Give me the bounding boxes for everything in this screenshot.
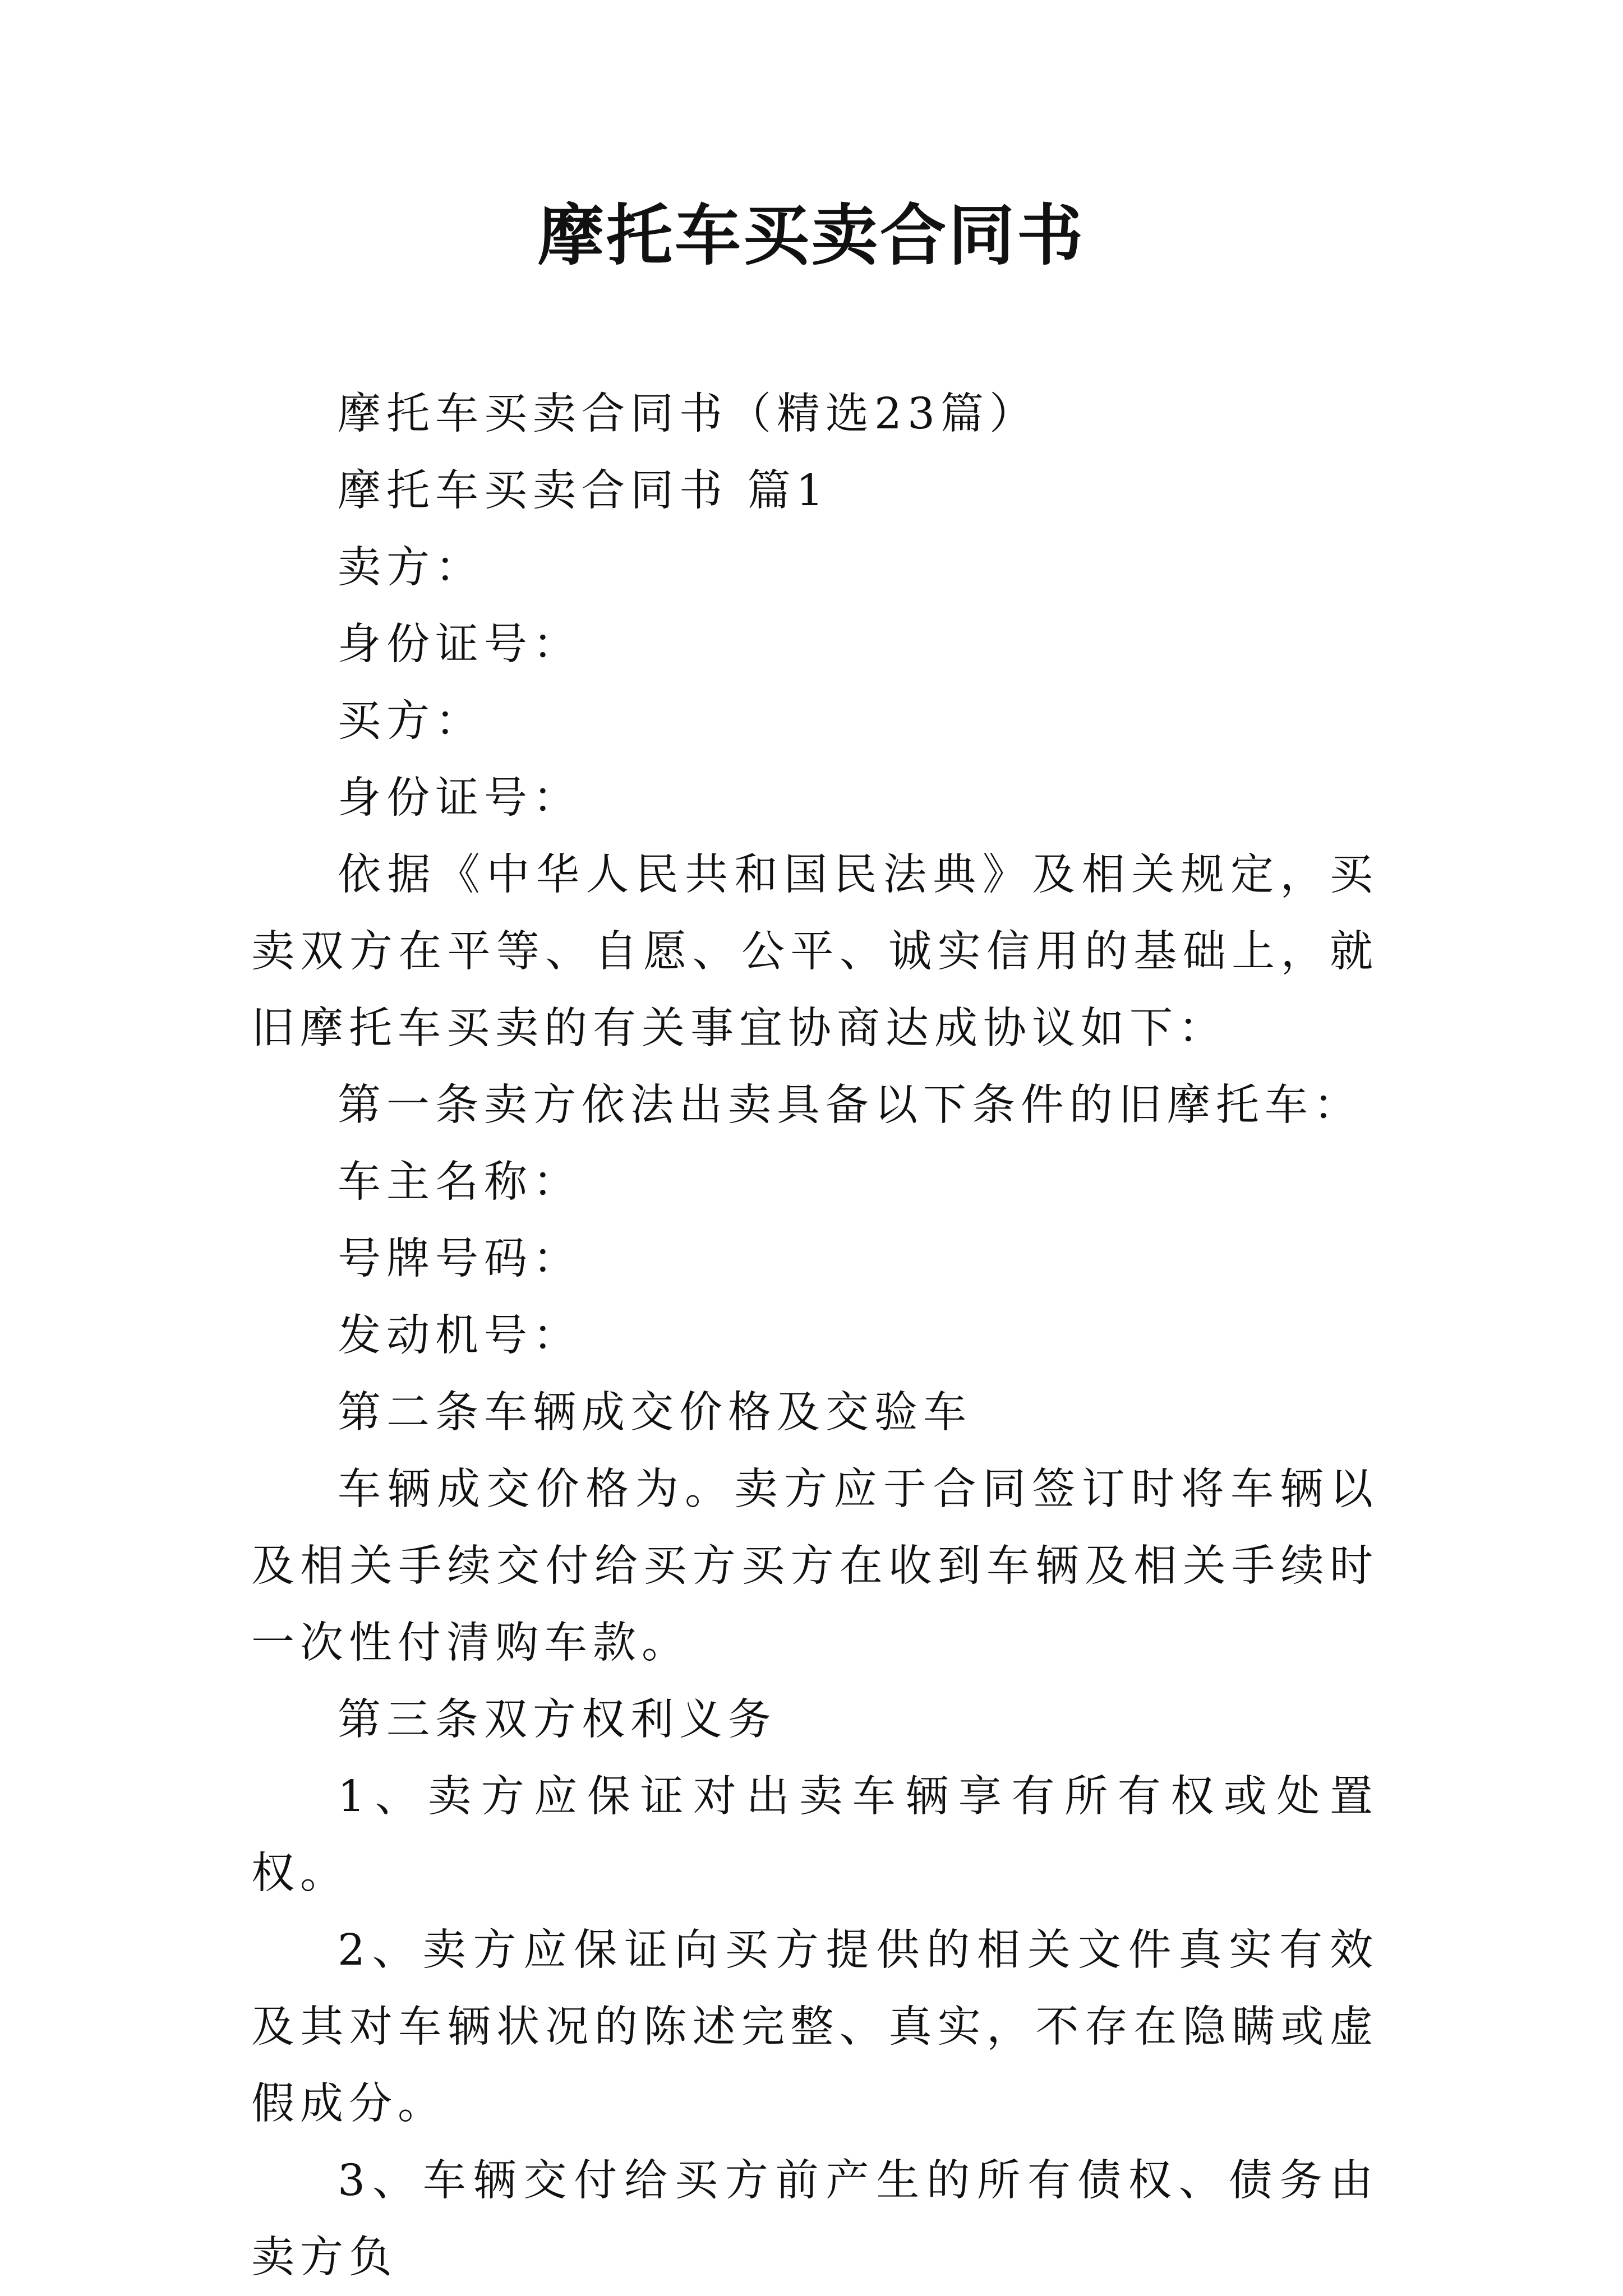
paragraph-price-terms: 车辆成交价格为。卖方应于合同签订时将车辆以及相关手续交付给买方买方在收到车辆及相关手续时一次性付清购车款。 bbox=[251, 1465, 1378, 1668]
paragraph-buyer-id: 身份证号： bbox=[338, 773, 582, 823]
paragraph-article-3: 第三条双方权利义务 bbox=[338, 1695, 777, 1745]
paragraph-owner-name: 车主名称： bbox=[338, 1157, 582, 1207]
paragraph-buyer: 买方： bbox=[338, 696, 484, 746]
paragraph-article-2: 第二条车辆成交价格及交验车 bbox=[338, 1388, 972, 1438]
paragraph-section-heading: 摩托车买卖合同书 篇1 bbox=[338, 466, 829, 516]
paragraph-seller-id: 身份证号： bbox=[338, 620, 582, 669]
document-title: 摩托车买卖合同书 bbox=[537, 196, 1085, 274]
paragraph-plate-number: 号牌号码： bbox=[338, 1234, 582, 1284]
paragraph-clause-2: 2、卖方应保证向买方提供的相关文件真实有效及其对车辆状况的陈述完整、真实，不存在隐瞒或虚假成分。 bbox=[251, 1925, 1378, 2129]
paragraph-seller: 卖方： bbox=[338, 543, 484, 593]
paragraph-preamble: 依据《中华人民共和国民法典》及相关规定，买卖双方在平等、自愿、公平、诚实信用的基础上，就旧摩托车买卖的有关事宜协商达成协议如下： bbox=[251, 850, 1378, 1054]
paragraph-article-1: 第一条卖方依法出卖具备以下条件的旧摩托车： bbox=[338, 1080, 1362, 1130]
paragraph-engine-number: 发动机号： bbox=[338, 1311, 582, 1361]
paragraph-clause-3: 3、车辆交付给买方前产生的所有债权、债务由卖方负 bbox=[251, 2156, 1378, 2283]
document-body bbox=[251, 376, 1378, 2296]
paragraph-clause-1: 1、卖方应保证对出卖车辆享有所有权或处置权。 bbox=[251, 1772, 1378, 1898]
paragraph-subtitle: 摩托车买卖合同书（精选23篇） bbox=[338, 389, 1038, 439]
